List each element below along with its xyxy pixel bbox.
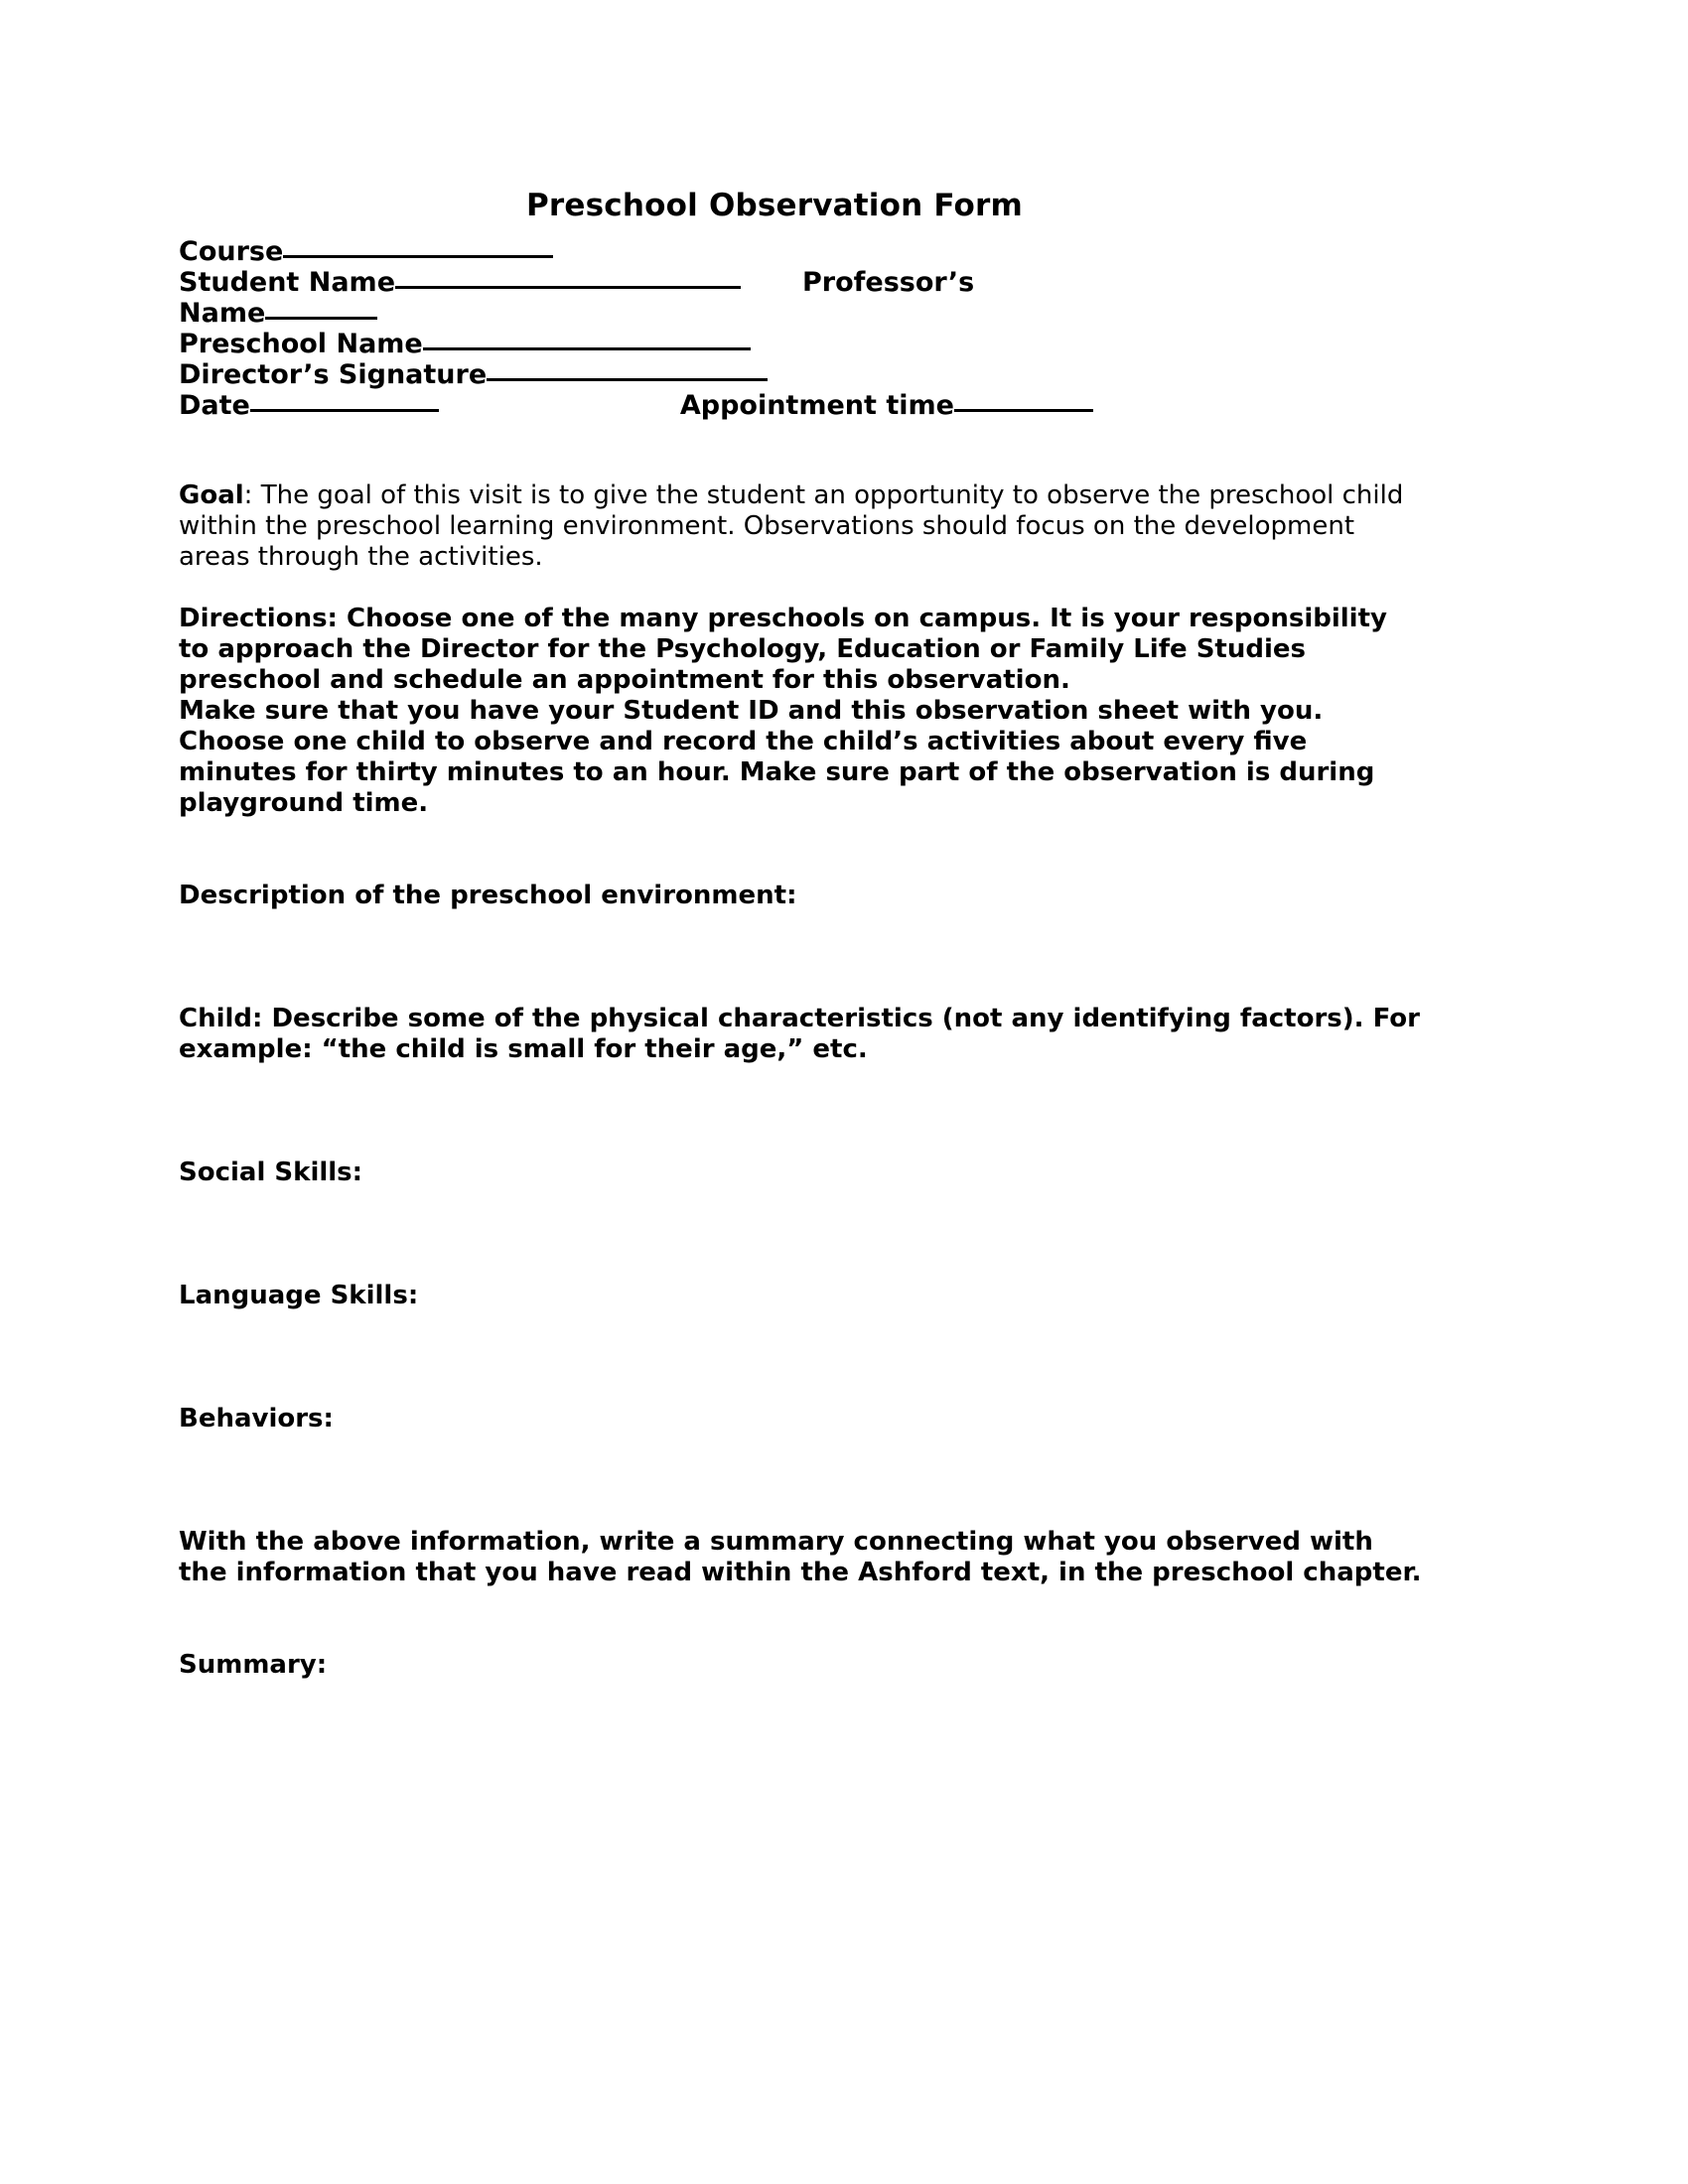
section-heading-description: Description of the preschool environment: bbox=[179, 881, 797, 910]
answer-space-summary[interactable] bbox=[179, 1681, 1425, 1804]
field-row-student-name bbox=[179, 267, 1425, 298]
goal-text: The goal of this visit is to give the student an opportunity to observe the preschool child within the preschool learning environment. Observations should focus on the development areas through the activities. bbox=[179, 480, 1404, 572]
section-heading-child: Child: Describe some of the physical characteristics (not any identifying factors). For example: “the child is small for their age,” etc. bbox=[179, 1004, 1420, 1064]
header-field-block bbox=[179, 236, 1425, 421]
section-heading-behaviors: Behaviors: bbox=[179, 1404, 334, 1433]
field-row-course bbox=[179, 236, 1425, 267]
field-label-date: Date bbox=[179, 390, 250, 421]
fill-in-line-course[interactable] bbox=[283, 255, 553, 258]
answer-space-language-skills[interactable] bbox=[179, 1311, 1425, 1373]
page-title: Preschool Observation Form bbox=[526, 188, 1023, 223]
fill-in-line-directors-signature[interactable] bbox=[487, 378, 768, 381]
field-row-date bbox=[179, 390, 1425, 421]
document-sheet bbox=[179, 0, 1425, 1804]
directions-paragraph-1: Directions: Choose one of the many preschools on campus. It is your responsibility to approach the Director for the Psychology, Education or Family Life Studies preschool and schedule an appointment for this observation. bbox=[179, 604, 1387, 695]
goal-heading: Goal bbox=[179, 480, 244, 510]
field-label-course: Course bbox=[179, 236, 284, 267]
summary-instruction-paragraph: With the above information, write a summary connecting what you observed with the information that you have read within the Ashford text, in the preschool chapter. bbox=[179, 1527, 1422, 1587]
fill-in-line-date[interactable] bbox=[250, 409, 439, 412]
field-row-directors-signature bbox=[179, 359, 1425, 390]
field-row-preschool-name bbox=[179, 329, 1425, 359]
field-row-name bbox=[179, 298, 1425, 329]
field-label-appointment-time: Appointment time bbox=[679, 390, 954, 421]
goal-separator: : bbox=[243, 480, 261, 510]
answer-space-behaviors[interactable] bbox=[179, 1434, 1425, 1527]
answer-space-social-skills[interactable] bbox=[179, 1188, 1425, 1250]
field-label-student-name: Student Name bbox=[179, 267, 396, 298]
section-heading-social-skills: Social Skills: bbox=[179, 1158, 363, 1187]
field-label-professors: Professor’s bbox=[802, 267, 975, 298]
directions-paragraph-2: Make sure that you have your Student ID and this observation sheet with you. Choose one child to observe and record the child’s activities about every five minutes for thirty minutes to an hour. Make sure part of the observation is during playground time. bbox=[179, 696, 1375, 818]
section-heading-language-skills: Language Skills: bbox=[179, 1281, 419, 1310]
spacer bbox=[179, 1373, 1425, 1404]
spacer bbox=[179, 1588, 1425, 1650]
field-label-directors-signature: Director’s Signature bbox=[179, 359, 488, 390]
section-heading-summary: Summary: bbox=[179, 1650, 328, 1680]
spacer bbox=[179, 1250, 1425, 1281]
fill-in-line-appointment-time[interactable] bbox=[954, 409, 1093, 412]
spacer bbox=[179, 819, 1425, 881]
goal-paragraph bbox=[179, 480, 1425, 573]
field-label-name: Name bbox=[179, 298, 266, 329]
answer-space-description[interactable] bbox=[179, 911, 1425, 1004]
document-body bbox=[179, 480, 1425, 1804]
fill-in-line-name[interactable] bbox=[265, 317, 377, 320]
fill-in-line-preschool-name[interactable] bbox=[423, 347, 751, 350]
fill-in-line-student-name[interactable] bbox=[395, 286, 741, 289]
answer-space-child[interactable] bbox=[179, 1065, 1425, 1158]
spacer bbox=[179, 573, 1425, 604]
field-label-preschool-name: Preschool Name bbox=[179, 329, 423, 359]
